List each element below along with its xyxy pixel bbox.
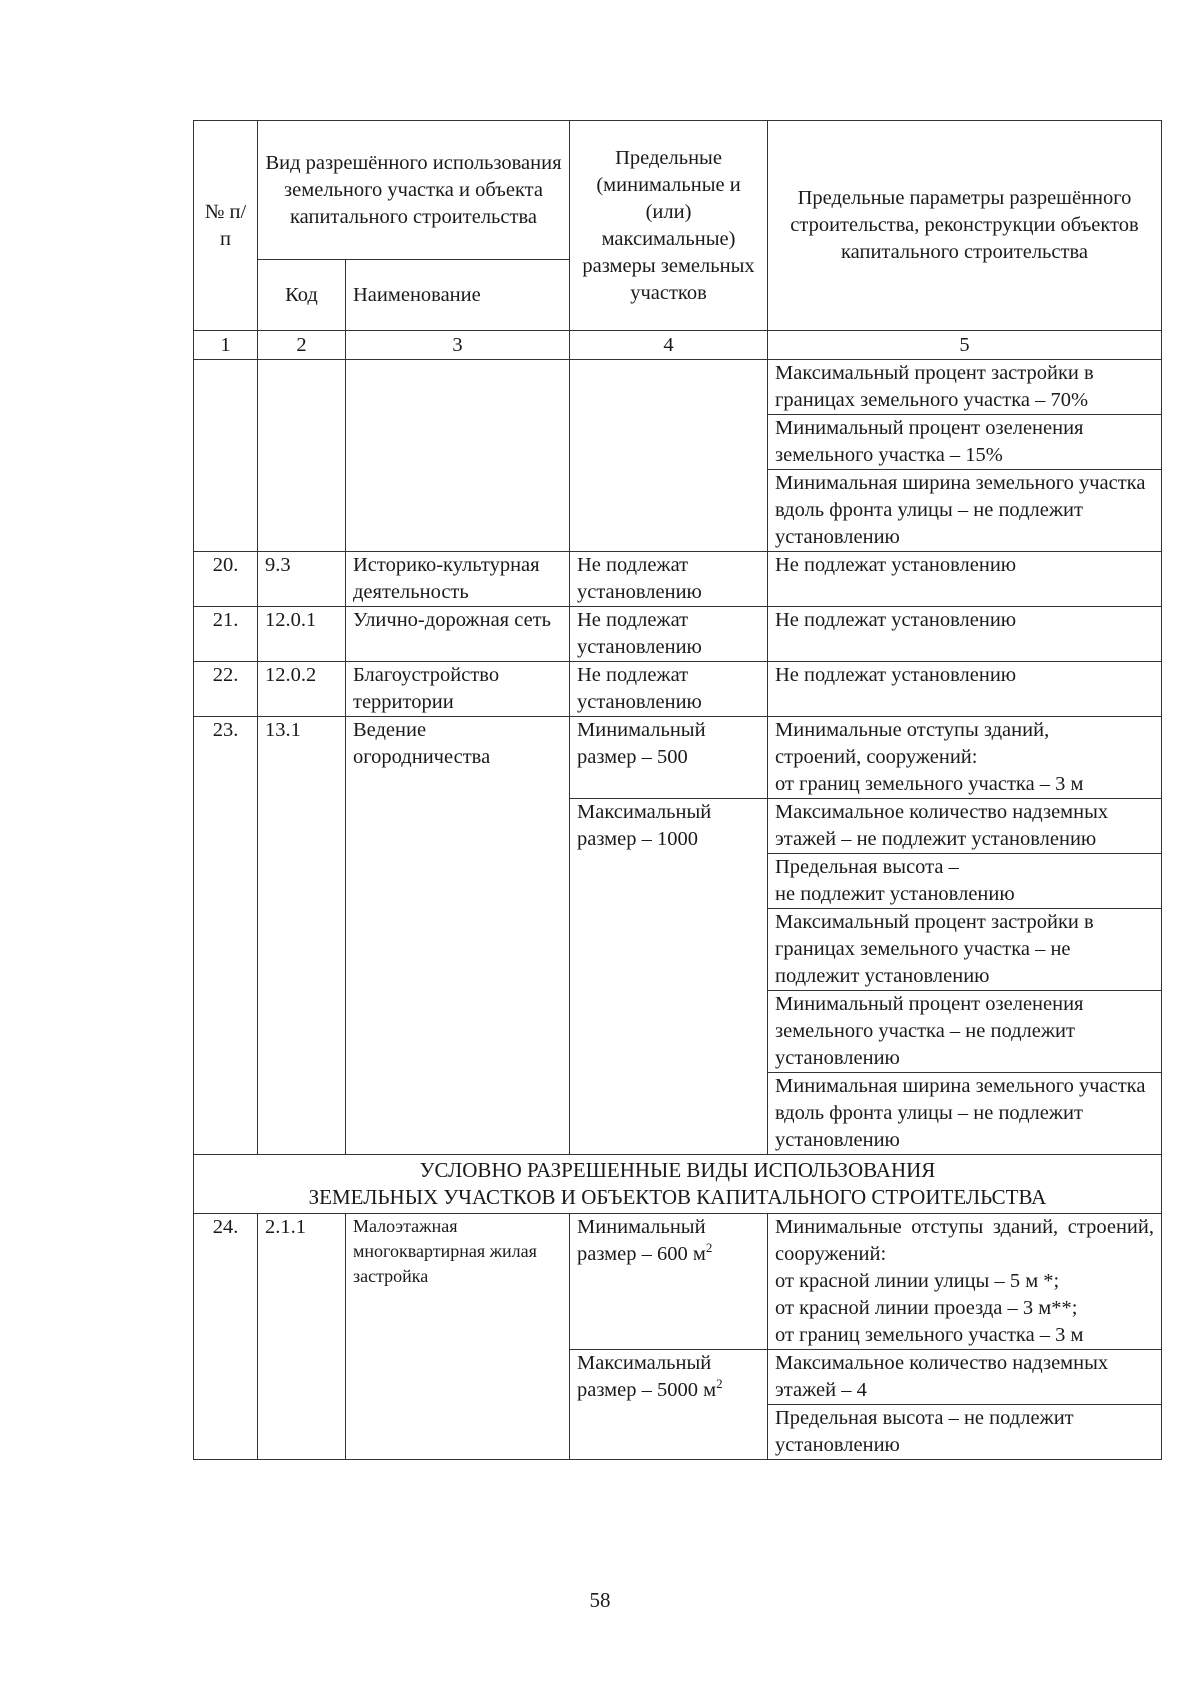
section-title-line: УСЛОВНО РАЗРЕШЕННЫЕ ВИДЫ ИСПОЛЬЗОВАНИЯ (419, 1158, 936, 1182)
param-line: строений, сооружений: (775, 746, 978, 768)
superscript: 2 (705, 1240, 713, 1256)
empty-cell (570, 360, 768, 552)
param-cell: Максимальное количество надземных этажей – 4 (768, 1350, 1162, 1405)
table-row (194, 1214, 1162, 1350)
param-line: от границ земельного участка – 3 м (775, 1324, 1084, 1346)
param-cell: Минимальная ширина земельного участка вдоль фронта улицы – не подлежит установлению (768, 470, 1162, 552)
param-line: Предельная высота – (775, 856, 959, 878)
empty-cell (194, 360, 258, 552)
param-line: Минимальные отступы зданий, (775, 719, 1050, 741)
row-size-max (570, 1350, 768, 1460)
size-text: Минимальный размер – 600 м (577, 1216, 706, 1265)
column-number: 1 (194, 331, 258, 360)
row-param: Не подлежат установлению (768, 552, 1162, 607)
param-cell (768, 1214, 1162, 1350)
row-size-min: Минимальный размер – 500 (570, 717, 768, 799)
param-cell: Предельная высота – не подлежит установлению (768, 1405, 1162, 1460)
row-num: 24. (194, 1214, 258, 1460)
row-param: Не подлежат установлению (768, 662, 1162, 717)
table-row (194, 717, 1162, 799)
row-param: Не подлежат установлению (768, 607, 1162, 662)
header-code: Код (258, 260, 346, 331)
column-number: 2 (258, 331, 346, 360)
section-title-line: ЗЕМЕЛЬНЫХ УЧАСТКОВ И ОБЪЕКТОВ КАПИТАЛЬНОГО СТРОИТЕЛЬСТВА (308, 1185, 1047, 1209)
row-code: 9.3 (258, 552, 346, 607)
column-number: 3 (346, 331, 570, 360)
param-cell: Максимальный процент застройки в границах земельного участка – не подлежит установлению (768, 909, 1162, 991)
param-line: не подлежит установлению (775, 883, 1015, 905)
header-num: № п/п (194, 121, 258, 331)
table-row (194, 360, 1162, 415)
param-cell (768, 854, 1162, 909)
row-name: Малоэтажная многоквартирная жилая застройка (346, 1214, 570, 1460)
param-cell: Минимальная ширина земельного участка вдоль фронта улицы – не подлежит установлению (768, 1073, 1162, 1155)
row-code: 2.1.1 (258, 1214, 346, 1460)
empty-cell (258, 360, 346, 552)
param-cell: Минимальный процент озеленения земельного участка – 15% (768, 415, 1162, 470)
param-cell (768, 717, 1162, 799)
row-size-max: Максимальный размер – 1000 (570, 799, 768, 1155)
table-row (194, 662, 1162, 717)
param-cell: Максимальное количество надземных этажей – не подлежит установлению (768, 799, 1162, 854)
param-line: от границ земельного участка – 3 м (775, 773, 1084, 795)
row-name: Улично-дорожная сеть (346, 607, 570, 662)
row-name: Ведение огородничества (346, 717, 570, 1155)
row-code: 12.0.2 (258, 662, 346, 717)
row-num: 21. (194, 607, 258, 662)
section-header-row (194, 1155, 1162, 1214)
superscript: 2 (716, 1376, 723, 1392)
row-size: Не подлежат установлению (570, 662, 768, 717)
header-params: Предельные параметры разрешённого строительства, реконструкции объектов капитального строительства (768, 121, 1162, 331)
header-use-type: Вид разрешённого использования земельного участка и объекта капитального строительства (258, 121, 570, 260)
row-size: Не подлежат установлению (570, 552, 768, 607)
table-row (194, 552, 1162, 607)
header-sizes: Предельные (минимальные и (или) максимальные) размеры земельных участков (570, 121, 768, 331)
param-line: от красной линии улицы – 5 м *; (775, 1270, 1060, 1292)
row-num: 22. (194, 662, 258, 717)
row-code: 13.1 (258, 717, 346, 1155)
page-number: 58 (589, 1588, 611, 1612)
row-size-min (570, 1214, 768, 1350)
row-name: Благоустройство территории (346, 662, 570, 717)
param-cell: Максимальный процент застройки в границах земельного участка – 70% (768, 360, 1162, 415)
header-name: Наименование (346, 260, 570, 331)
column-number: 4 (570, 331, 768, 360)
row-num: 23. (194, 717, 258, 1155)
table-row (194, 607, 1162, 662)
size-text: Максимальный размер – 5000 м (577, 1352, 717, 1401)
column-number: 5 (768, 331, 1162, 360)
param-cell: Минимальный процент озеленения земельного участка – не подлежит установлению (768, 991, 1162, 1073)
param-line: от красной линии проезда – 3 м**; (775, 1297, 1078, 1319)
param-line: Минимальные отступы зданий, строений, сооружений: (775, 1216, 1154, 1265)
row-num: 20. (194, 552, 258, 607)
zoning-table (193, 120, 1162, 1460)
section-header (194, 1155, 1162, 1214)
column-numbers-row (194, 331, 1162, 360)
empty-cell (346, 360, 570, 552)
row-size: Не подлежат установлению (570, 607, 768, 662)
row-name: Историко-культурная деятельность (346, 552, 570, 607)
row-code: 12.0.1 (258, 607, 346, 662)
